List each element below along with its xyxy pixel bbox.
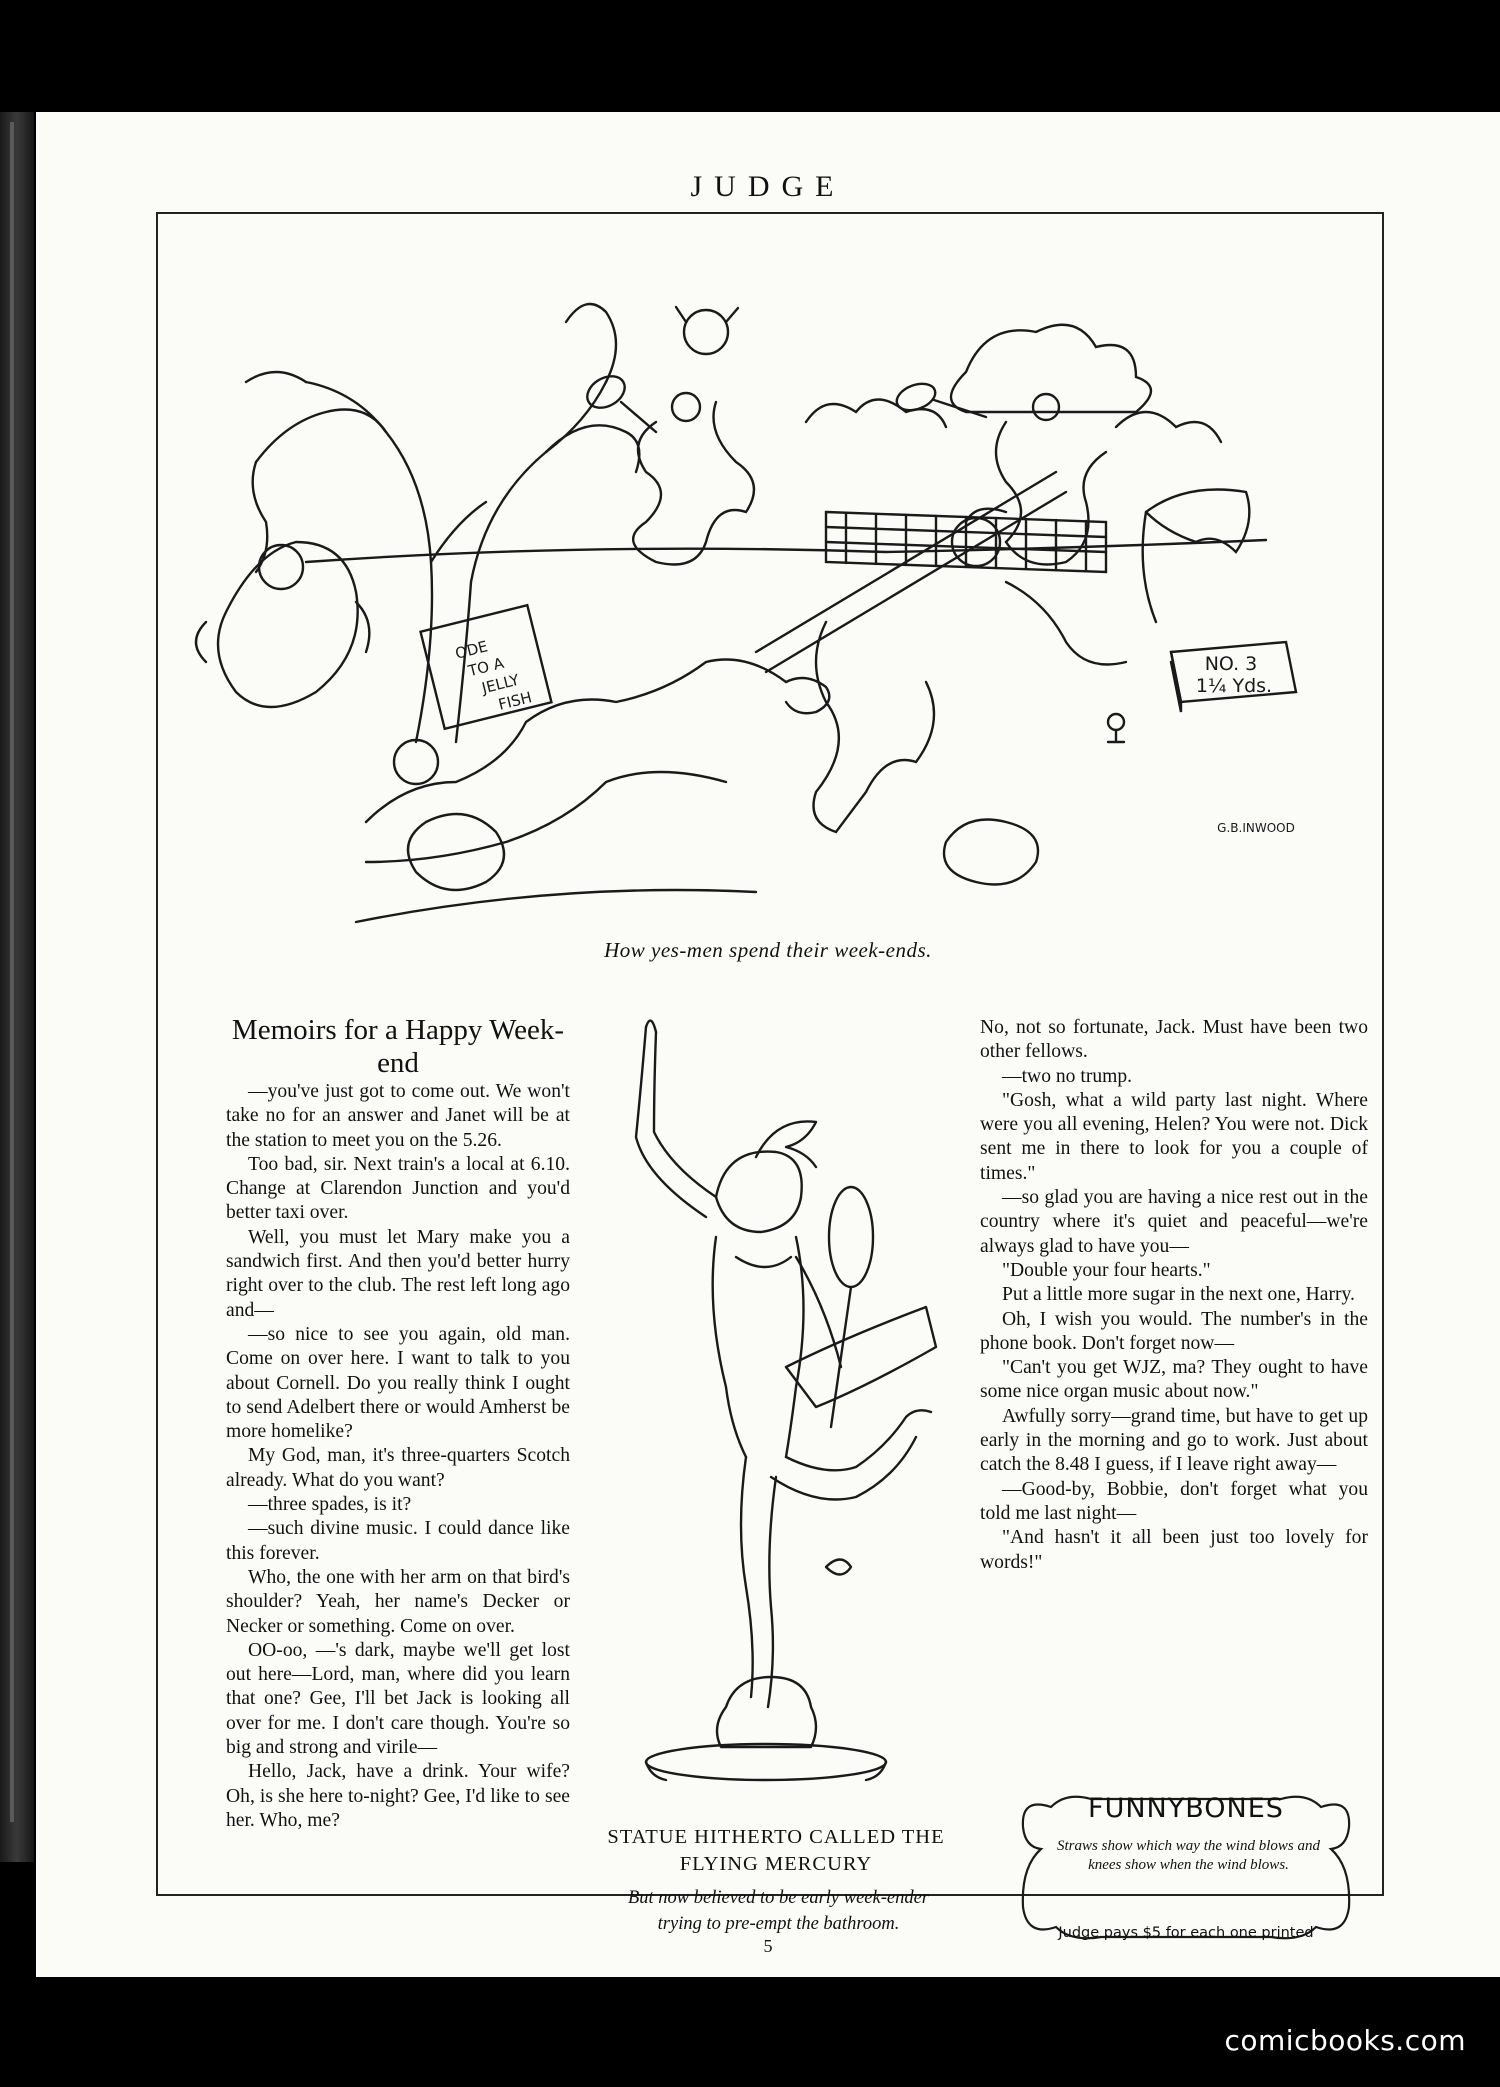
memoirs-paragraph: My God, man, it's three-quarters Scotch already. What do you want?: [226, 1445, 570, 1491]
watermark: comicbooks.com: [1224, 2024, 1466, 2057]
masthead: JUDGE: [690, 170, 846, 203]
box-label: NO. 3: [1204, 653, 1258, 675]
statue-title: STATUE HITHERTO CALLED THE FLYING MERCURY: [607, 1826, 945, 1875]
memoirs-paragraph: —so glad you are having a nice rest out in the country where it's quiet and peaceful—we're always glad to have you—: [980, 1187, 1368, 1257]
memoirs-paragraph: "Gosh, what a wild party last night. Where were you all evening, Helen? You were not. Dick sent me in there to look for you a couple of times.": [980, 1089, 1368, 1184]
funnybones-text: Straws show which way the wind blows and knees show when the wind blows.: [1057, 1838, 1320, 1873]
memoirs-column-right: [980, 1016, 1368, 1575]
memoirs-paragraph: Who, the one with her arm on that bird's shoulder? Yeah, her name's Decker or Necker or something. Come on over.: [226, 1566, 570, 1637]
box-label: 1¼ Yds.: [1195, 675, 1273, 697]
memoirs-paragraph: —so nice to see you again, old man. Come on over here. I want to talk to you about Cornell. Do you really think I ought to send Adelbert there or would Amherst be more homelike?: [226, 1323, 570, 1443]
memoirs-paragraph: Hello, Jack, have a drink. Your wife? Oh, is she here to-night? Gee, I'd like to see her. Who, me?: [226, 1761, 570, 1831]
memoirs-paragraph: Too bad, sir. Next train's a local at 6.10. Change at Clarendon Junction and you'd better taxi over.: [226, 1153, 570, 1224]
memoirs-paragraph: Oh, I wish you would. The number's in the phone book. Don't forget now—: [980, 1308, 1368, 1354]
book-line: ODE: [453, 637, 490, 663]
funnybones-footer: Judge pays $5 for each one printed: [1058, 1925, 1314, 1941]
memoirs-paragraph: —such divine music. I could dance like this forever.: [226, 1518, 570, 1564]
book-line: FISH: [496, 688, 534, 714]
memoirs-paragraph: "Double your four hearts.": [1002, 1259, 1211, 1281]
memoirs-paragraph: Well, you must let Mary make you a sandwich first. And then you'd better hurry right over to the club. The rest left long ago and—: [226, 1226, 570, 1321]
cartoon-signature: G.B.INWOOD: [1217, 821, 1295, 835]
memoirs-paragraph: No, not so fortunate, Jack. Must have been two other fellows.: [980, 1017, 1368, 1063]
memoirs-paragraph: "And hasn't it all been just too lovely for words!": [980, 1527, 1368, 1573]
memoirs-title: Memoirs for a Happy Week-end: [231, 1014, 565, 1079]
memoirs-column-left: [226, 1080, 570, 1833]
binding-strip: [10, 122, 14, 1822]
funnybones-title: FUNNYBONES: [1088, 1793, 1284, 1824]
memoirs-paragraph: —you've just got to come out. We won't take no for an answer and Janet will be at the station to meet you on the 5.26.: [226, 1081, 570, 1151]
memoirs-paragraph: "Can't you get WJZ, ma? They ought to have some nice organ music about now.": [980, 1357, 1368, 1403]
memoirs-paragraph: —two no trump.: [1002, 1065, 1133, 1087]
memoirs-paragraph: Put a little more sugar in the next one, Harry.: [1002, 1284, 1355, 1306]
memoirs-paragraph: Awfully sorry—grand time, but have to get up early in the morning and go to work. Just about catch the 8.48 I guess, if I leave right away—: [980, 1405, 1368, 1476]
yes-men-cartoon: [186, 222, 1356, 932]
memoirs-paragraph: —Good-by, Bobbie, don't forget what you told me last night—: [980, 1478, 1368, 1524]
magazine-binding: [0, 112, 34, 1862]
memoirs-paragraph: OO-oo, —'s dark, maybe we'll get lost out here—Lord, man, where did you learn that one? Gee, I'll bet Jack is looking all over for me. I don't care though. You're so big and strong and virile—: [226, 1639, 570, 1759]
flying-mercury-illustration: [596, 1007, 956, 1797]
book-line: JELLY: [480, 670, 522, 698]
statue-caption: But now believed to be early week-ender trying to pre-empt the bathroom.: [627, 1888, 930, 1934]
memoirs-paragraph: —three spades, is it?: [248, 1494, 412, 1516]
magazine-page: [36, 112, 1500, 1977]
funnybones-box: [1011, 1787, 1361, 1952]
book-line: TO A: [466, 653, 506, 681]
page-number: 5: [763, 1936, 773, 1956]
cartoon-caption: How yes-men spend their week-ends.: [604, 938, 932, 962]
